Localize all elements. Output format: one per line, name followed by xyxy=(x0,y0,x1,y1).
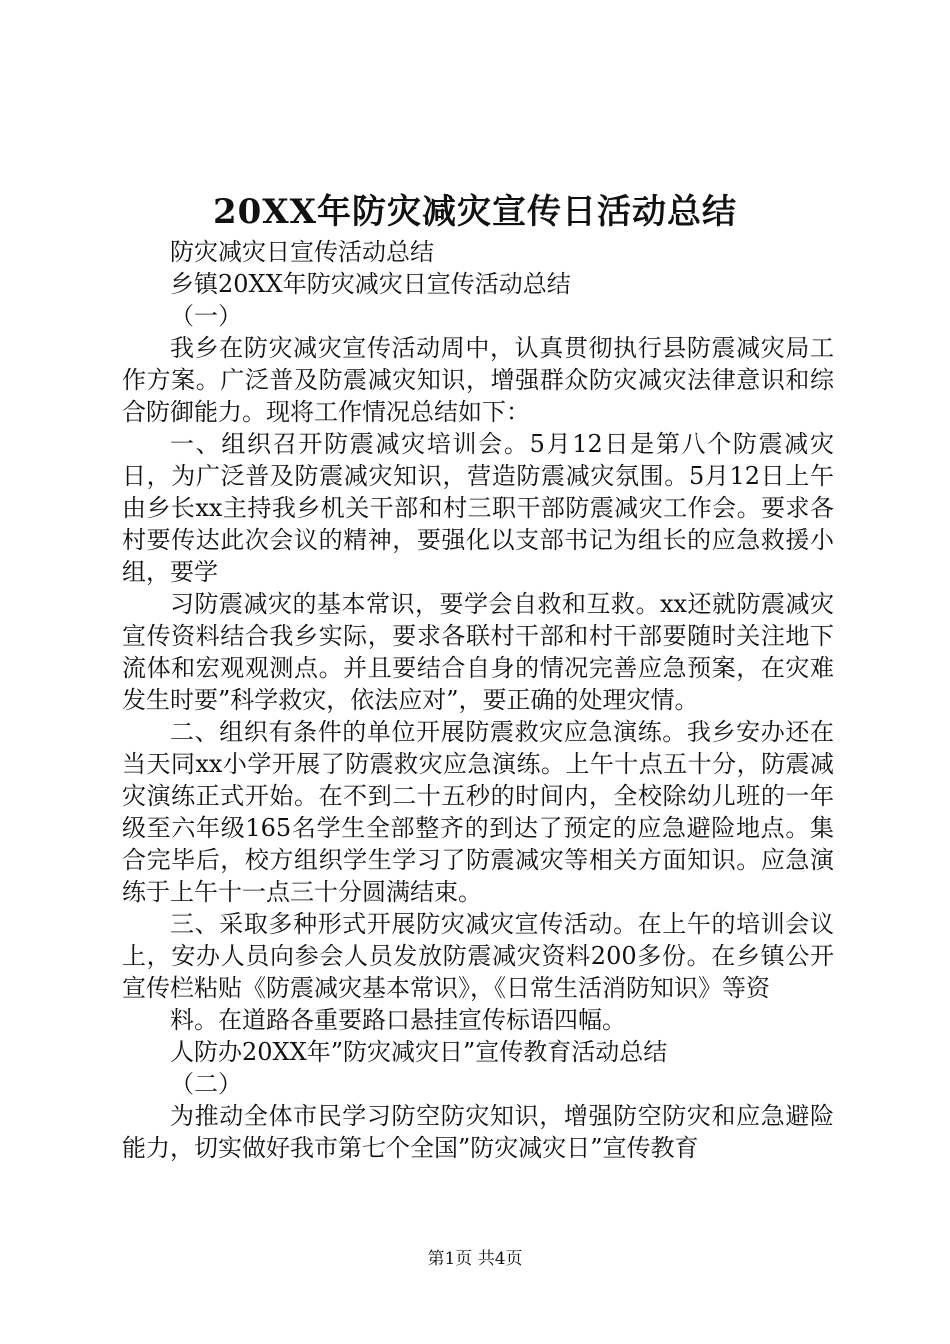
paragraph: （二） xyxy=(170,1070,242,1098)
paragraph: 习防震减灾的基本常识，要学会自救和互救。xx还就防震减灾宣传资料结合我乡实际，要求各联村干部和村干部要随时关注地下流体和宏观观测点。并且要结合自身的情况完善应急预案，在灾难发生时要”科学救灾，依法应对”，要正确的处理灾情。 xyxy=(122,590,834,714)
paragraph: 乡镇20XX年防灾减灾日宣传活动总结 xyxy=(170,270,571,298)
page-footer: 第1页 共4页 xyxy=(427,1249,523,1269)
paragraph: 一、组织召开防震减灾培训会。5月12日是第八个防震减灾日，为广泛普及防震减灾知识，营造防震减灾氛围。5月12日上午由乡长xx主持我乡机关干部和村三职干部防震减灾工作会。要求各村要传达此次会议的精神，要强化以支部书记为组长的应急救援小组，要学 xyxy=(122,430,834,586)
paragraph: 人防办20XX年”防灾减灾日”宣传教育活动总结 xyxy=(170,1038,668,1066)
paragraph: 料。在道路各重要路口悬挂宣传标语四幅。 xyxy=(170,1006,626,1034)
paragraph: 二、组织有条件的单位开展防震救灾应急演练。我乡安办还在当天同xx小学开展了防震救灾应急演练。上午十点五十分，防震减灾演练正式开始。在不到二十五秒的时间内，全校除幼儿班的一年级至六年级165名学生全部整齐的到达了预定的应急避险地点。集合完毕后，校方组织学生学习了防震减灾等相关方面知识。应急演练于上午十一点三十分圆满结束。 xyxy=(122,718,834,906)
document-body xyxy=(122,236,834,1164)
document-title: 20XX年防灾减灾宣传日活动总结 xyxy=(212,192,738,232)
paragraph: 防灾减灾日宣传活动总结 xyxy=(170,238,434,266)
paragraph: 为推动全体市民学习防空防灾知识，增强防空防灾和应急避险能力，切实做好我市第七个全国”防灾减灾日”宣传教育 xyxy=(122,1102,834,1162)
paragraph: 我乡在防灾减灾宣传活动周中，认真贯彻执行县防震减灾局工作方案。广泛普及防震减灾知识，增强群众防灾减灾法律意识和综合防御能力。现将工作情况总结如下： xyxy=(122,334,834,426)
paragraph: （一） xyxy=(170,302,242,330)
paragraph: 三、采取多种形式开展防灾减灾宣传活动。在上午的培训会议上，安办人员向参会人员发放防震减灾资料200多份。在乡镇公开宣传栏粘贴《防震减灾基本常识》，《日常生活消防知识》等资 xyxy=(122,910,834,1002)
